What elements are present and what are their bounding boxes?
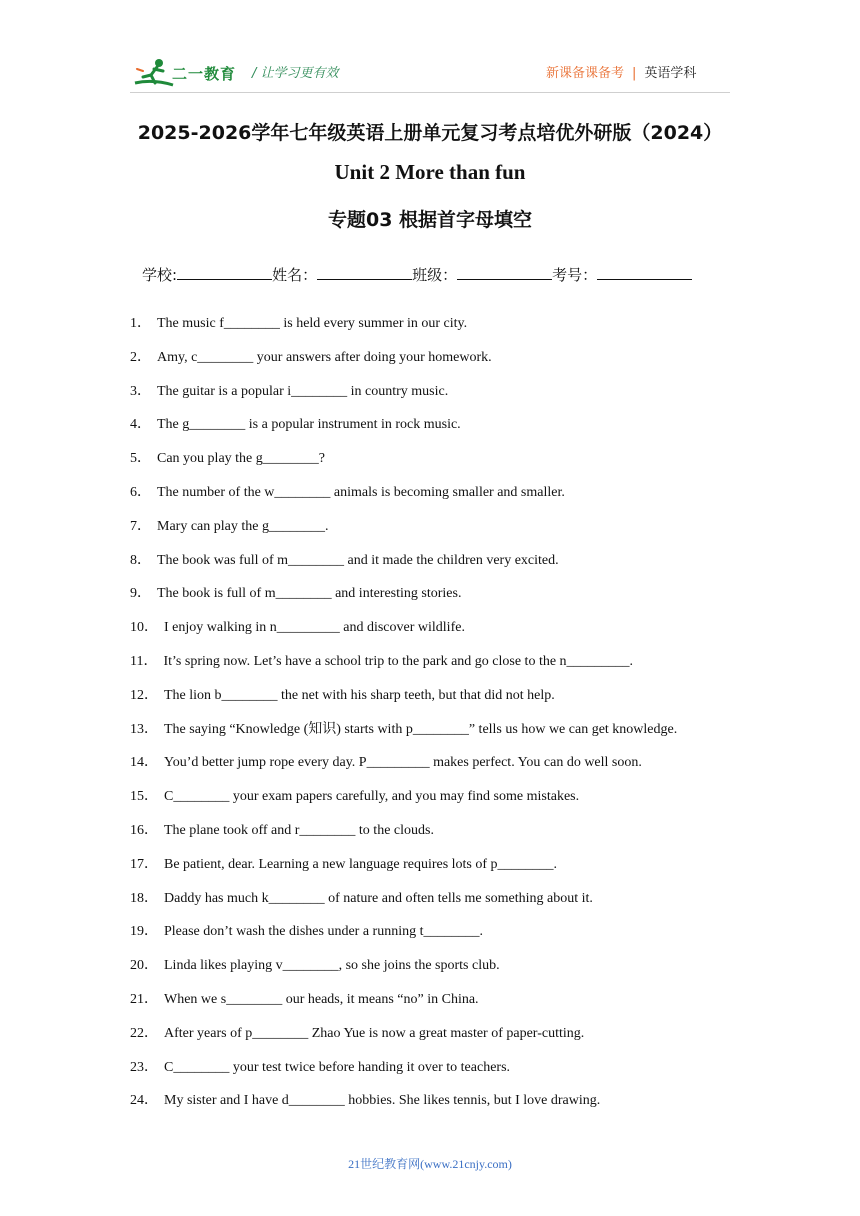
question-item — [130, 447, 750, 481]
question-number: 12． — [130, 687, 158, 703]
question-number: 10． — [130, 620, 158, 636]
question-text: Please don’t wash the dishes under a running t________. — [164, 924, 483, 940]
question-item — [130, 650, 750, 684]
question-item — [130, 718, 750, 752]
question-item — [130, 920, 750, 954]
header-separator: | — [632, 66, 637, 81]
question-text: The saying “Knowledge (知识) starts with p________” tells us how we can get knowledge. — [164, 721, 678, 737]
question-item — [130, 346, 750, 380]
question-number: 13． — [130, 721, 158, 737]
question-number: 15． — [130, 789, 158, 805]
question-text: When we s________ our heads, it means “no” in China. — [164, 991, 479, 1007]
document-title: 2025-2026学年七年级英语上册单元复习考点培优外研版（2024） — [137, 122, 723, 144]
question-item — [130, 785, 750, 819]
question-text: The book is full of m________ and interesting stories. — [157, 586, 462, 602]
student-info-line — [142, 264, 692, 285]
question-number: 11． — [130, 653, 158, 669]
question-list — [130, 312, 750, 1123]
question-text: My sister and I have d________ hobbies. She likes tennis, but I love drawing. — [164, 1093, 601, 1109]
question-number: 2． — [130, 349, 151, 365]
name-blank[interactable] — [317, 265, 412, 280]
class-label: 班级： — [412, 266, 458, 284]
question-text: The music f________ is held every summer in our city. — [157, 316, 468, 331]
question-number: 16． — [130, 822, 158, 838]
question-text: The book was full of m________ and it made the children very excited. — [157, 552, 559, 568]
question-text: Daddy has much k________ of nature and often tells me something about it. — [164, 890, 593, 906]
question-number: 18． — [130, 890, 158, 906]
question-item — [130, 887, 750, 921]
logo-text: 二一教育 — [172, 65, 237, 83]
question-item — [130, 413, 750, 447]
header-slogan: / 让学习更有效 — [252, 66, 339, 81]
question-text: Linda likes playing v________, so she joins the sports club. — [164, 958, 500, 974]
name-label: 姓名： — [272, 266, 318, 284]
question-number: 8． — [130, 552, 151, 568]
unit-title: Unit 2 More than fun — [334, 160, 526, 184]
school-label: 学校: — [142, 266, 178, 284]
question-text: You’d better jump rope every day. P_________ makes perfect. You can do well soon. — [164, 755, 642, 771]
question-number: 3． — [130, 383, 151, 399]
question-number: 9． — [130, 586, 151, 602]
question-number: 1． — [130, 316, 151, 331]
question-item — [130, 751, 750, 785]
question-item — [130, 684, 750, 718]
question-text: The plane took off and r________ to the clouds. — [164, 822, 434, 838]
question-item — [130, 515, 750, 549]
school-blank[interactable] — [177, 265, 272, 280]
question-item — [130, 1056, 750, 1090]
question-number: 17． — [130, 856, 158, 872]
question-number: 4． — [130, 417, 151, 433]
header-subject-label: 英语学科 — [644, 66, 697, 81]
class-blank[interactable] — [457, 265, 552, 280]
question-item — [130, 312, 750, 346]
question-text: C________ your test twice before handing it over to teachers. — [164, 1059, 511, 1075]
question-item — [130, 1022, 750, 1056]
question-text: The number of the w________ animals is becoming smaller and smaller. — [157, 484, 565, 500]
header-subject — [546, 62, 696, 81]
question-text: After years of p________ Zhao Yue is now a great master of paper-cutting. — [164, 1025, 585, 1041]
question-number: 7． — [130, 518, 151, 534]
question-text: The lion b________ the net with his sharp teeth, but that did not help. — [164, 687, 555, 703]
question-item — [130, 481, 750, 515]
page-footer[interactable]: 21世纪教育网(www.21cnjy.com) — [348, 1157, 512, 1171]
question-text: The g________ is a popular instrument in rock music. — [157, 417, 461, 433]
question-number: 24． — [130, 1093, 158, 1109]
header-course-label: 新课备课备考 — [546, 66, 625, 81]
question-number: 6． — [130, 484, 151, 500]
question-item — [130, 819, 750, 853]
question-number: 14． — [130, 755, 158, 771]
question-number: 22． — [130, 1025, 158, 1041]
question-text: Amy, c________ your answers after doing your homework. — [157, 349, 492, 365]
question-text: C________ your exam papers carefully, and you may find some mistakes. — [164, 789, 580, 805]
question-text: Can you play the g________? — [157, 451, 325, 467]
question-text: The guitar is a popular i________ in country music. — [157, 383, 449, 399]
question-text: I enjoy walking in n_________ and discover wildlife. — [164, 620, 465, 636]
question-item — [130, 582, 750, 616]
question-text: Mary can play the g________. — [157, 518, 329, 534]
question-item — [130, 380, 750, 414]
question-number: 19． — [130, 924, 158, 940]
exam-number-blank[interactable] — [597, 265, 692, 280]
question-item — [130, 954, 750, 988]
question-number: 5． — [130, 451, 151, 467]
question-item — [130, 853, 750, 887]
header-divider — [130, 92, 730, 93]
question-item — [130, 1089, 750, 1123]
question-number: 23． — [130, 1059, 158, 1075]
question-item — [130, 988, 750, 1022]
question-text: It’s spring now. Let’s have a school trip to the park and go close to the n_________. — [163, 653, 634, 669]
question-number: 20． — [130, 958, 158, 974]
question-item — [130, 616, 750, 650]
exam-number-label: 考号： — [552, 266, 598, 284]
question-text: Be patient, dear. Learning a new language requires lots of p________. — [164, 856, 558, 872]
topic-title: 专题03 根据首字母填空 — [327, 209, 533, 231]
page-header — [0, 0, 860, 100]
question-item — [130, 549, 750, 583]
question-number: 21． — [130, 991, 158, 1007]
